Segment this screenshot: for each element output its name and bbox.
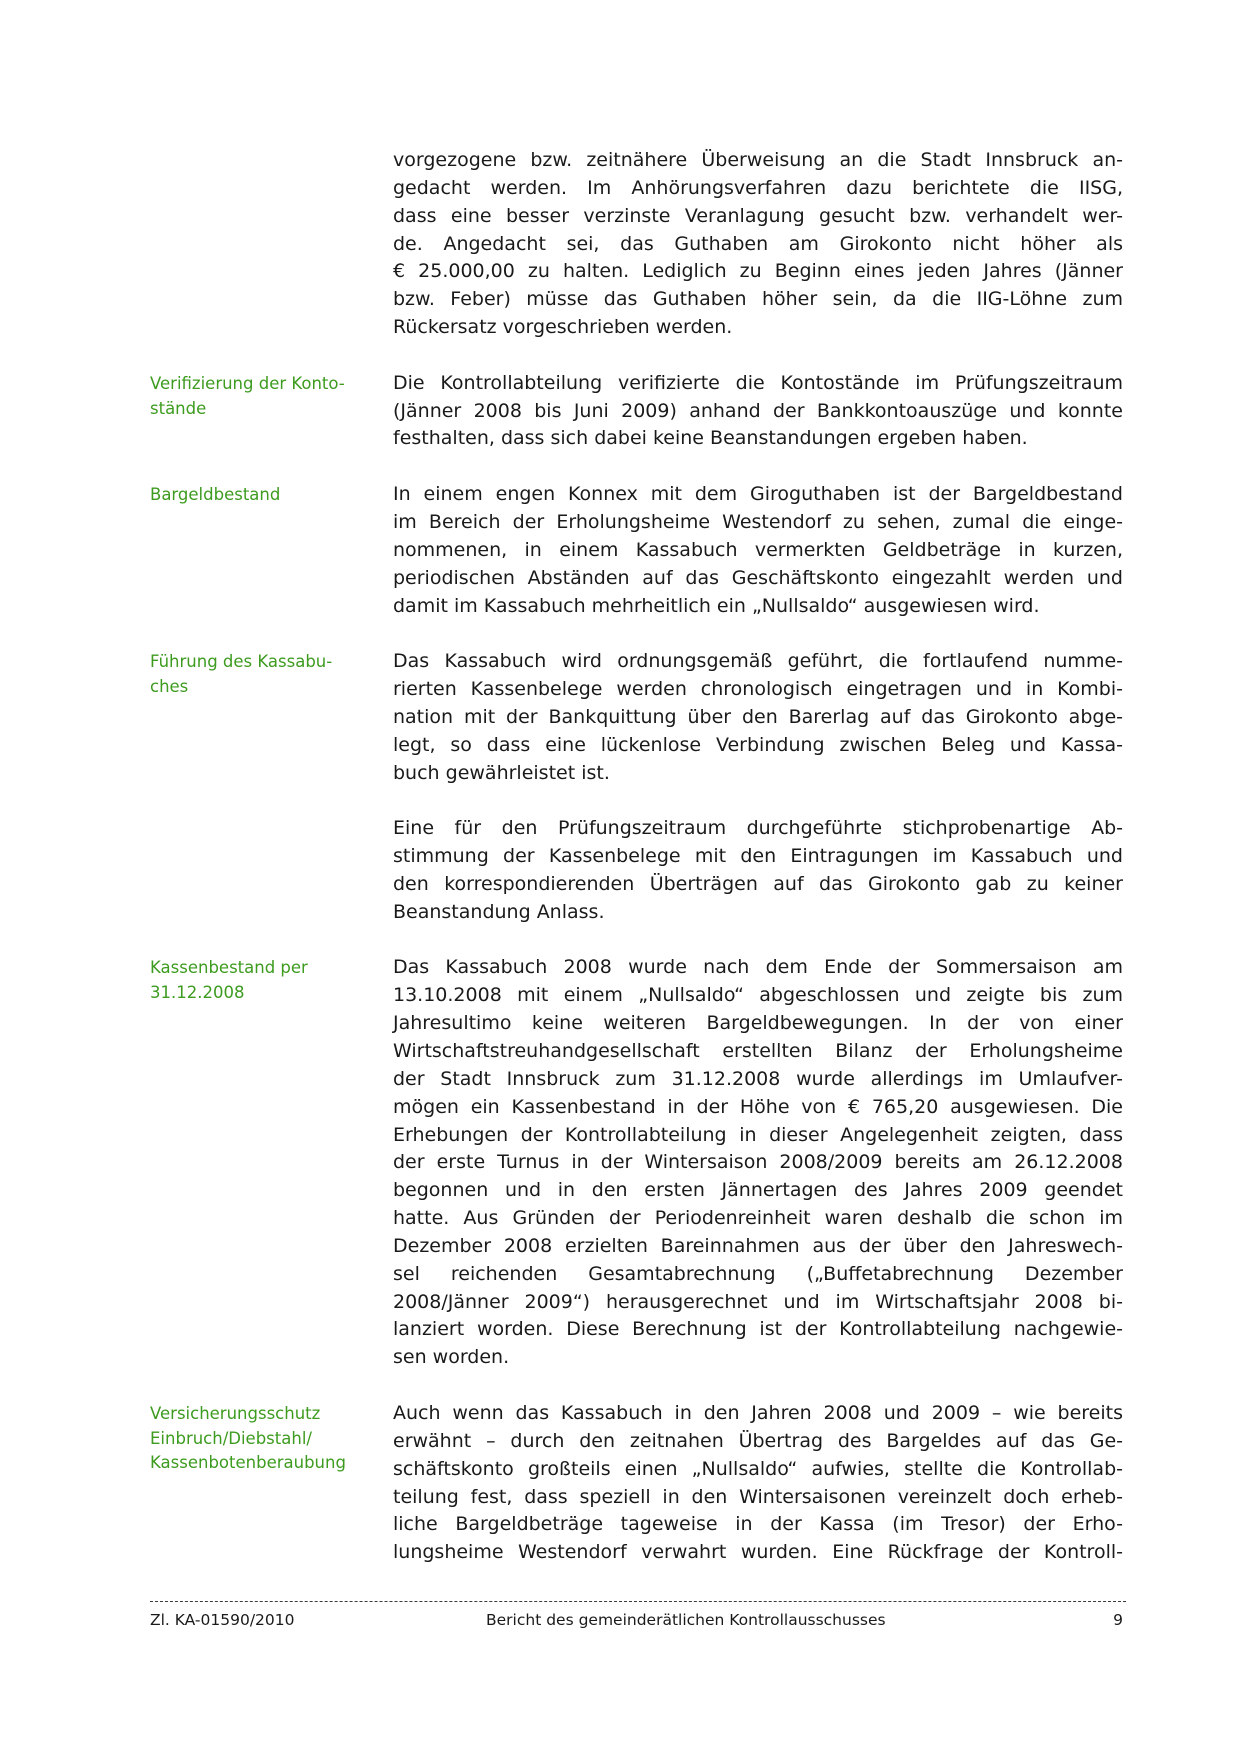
document-body xyxy=(150,147,1123,1595)
text-line: liche Bargeldbeträge tageweise in der Kassa (im Tresor) der Erho- xyxy=(393,1513,1123,1536)
text-line: nommenen, in einem Kassabuch vermerkten Geldbeträge in kurzen, xyxy=(393,538,1123,561)
text-line: schäftskonto großteils einen „Nullsaldo“ aufwies, stellte die Kontrollab- xyxy=(393,1457,1123,1480)
text-line: Das Kassabuch 2008 wurde nach dem Ende der Sommersaison am xyxy=(393,956,1123,979)
text-line: Rückersatz vorgeschrieben werden. xyxy=(393,316,733,339)
section xyxy=(150,147,1123,342)
section xyxy=(150,370,1123,454)
text-line: sel reichenden Gesamtabrechnung („Buffetabrechnung Dezember xyxy=(393,1262,1123,1285)
text-line: hatte. Aus Gründen der Periodenreinheit waren deshalb die schon im xyxy=(393,1207,1123,1230)
text-line: teilung fest, dass speziell in den Wintersaisonen vereinzelt doch erheb- xyxy=(393,1485,1123,1508)
text-line: damit im Kassabuch mehrheitlich ein „Nullsaldo“ ausgewiesen wird. xyxy=(393,594,1040,617)
text-line: Die Kontrollabteilung verifizierte die Kontostände im Prüfungszeitraum xyxy=(393,371,1123,394)
margin-label-line: Führung des Kassabu- xyxy=(150,652,333,672)
text-line: stimmung der Kassenbelege mit den Eintragungen im Kassabuch und xyxy=(393,845,1123,868)
text-line: lungsheime Westendorf verwahrt wurden. Eine Rückfrage der Kontroll- xyxy=(393,1541,1123,1564)
margin-label-line: Einbruch/Diebstahl/ xyxy=(150,1428,312,1448)
paragraph xyxy=(393,481,1123,620)
text-line: dass eine besser verzinste Veranlagung gesucht bzw. verhandelt wer- xyxy=(393,204,1123,227)
text-line: Beanstandung Anlass. xyxy=(393,900,605,923)
margin-label-line: ches xyxy=(150,676,189,696)
margin-label xyxy=(150,648,393,700)
margin-label-line: stände xyxy=(150,398,207,418)
margin-label-line: Bargeldbestand xyxy=(150,485,281,505)
paragraph xyxy=(393,954,1123,1372)
section xyxy=(150,815,1123,926)
margin-label xyxy=(150,370,393,422)
text-line: Erhebungen der Kontrollabteilung in dieser Angelegenheit zeigten, dass xyxy=(393,1123,1123,1146)
paragraph xyxy=(393,1400,1123,1567)
text-line: im Bereich der Erholungsheime Westendorf zu sehen, zumal die einge- xyxy=(393,510,1123,533)
text-line: nation mit der Bankquittung über den Barerlag auf das Girokonto abge- xyxy=(393,705,1123,728)
margin-label xyxy=(150,481,393,508)
margin-label xyxy=(150,1400,393,1476)
text-line: (Jänner 2008 bis Juni 2009) anhand der Bankkontoauszüge und konnte xyxy=(393,399,1123,422)
footer-title: Bericht des gemeinderätlichen Kontrollausschusses xyxy=(486,1611,886,1629)
paragraph xyxy=(393,370,1123,454)
text-line: lanziert worden. Diese Berechnung ist der Kontrollabteilung nachgewie- xyxy=(393,1318,1123,1341)
text-line: 13.10.2008 mit einem „Nullsaldo“ abgeschlossen und zeigte bis zum xyxy=(393,984,1123,1007)
margin-label-line: Versicherungsschutz xyxy=(150,1403,321,1423)
text-line: begonnen und in den ersten Jännertagen des Jahres 2009 geendet xyxy=(393,1179,1123,1202)
page-number: 9 xyxy=(1113,1611,1123,1629)
text-line: gedacht werden. Im Anhörungsverfahren dazu berichtete die IISG, xyxy=(393,176,1123,199)
text-line: der Stadt Innsbruck zum 31.12.2008 wurde allerdings im Umlaufver- xyxy=(393,1067,1123,1090)
margin-label-line: Kassenbestand per xyxy=(150,958,308,978)
text-line: rierten Kassenbelege werden chronologisch eingetragen und in Kombi- xyxy=(393,678,1123,701)
text-line: legt, so dass eine lückenlose Verbindung zwischen Beleg und Kassa- xyxy=(393,733,1123,756)
section xyxy=(150,1400,1123,1567)
text-line: Auch wenn das Kassabuch in den Jahren 2008 und 2009 – wie bereits xyxy=(393,1401,1123,1424)
paragraph xyxy=(393,648,1123,787)
section xyxy=(150,481,1123,620)
margin-label xyxy=(150,954,393,1006)
text-line: In einem engen Konnex mit dem Giroguthaben ist der Bargeldbestand xyxy=(393,483,1123,506)
paragraph xyxy=(393,815,1123,926)
paragraph xyxy=(393,147,1123,342)
text-line: mögen ein Kassenbestand in der Höhe von € 765,20 ausgewiesen. Die xyxy=(393,1095,1123,1118)
text-line: den korrespondierenden Überträgen auf das Girokonto gab zu keiner xyxy=(393,872,1123,895)
text-line: 2008/Jänner 2009“) herausgerechnet und im Wirtschaftsjahr 2008 bi- xyxy=(393,1290,1123,1313)
text-line: Dezember 2008 erzielten Bareinnahmen aus der über den Jahreswech- xyxy=(393,1234,1123,1257)
text-line: sen worden. xyxy=(393,1346,510,1369)
text-line: periodischen Abständen auf das Geschäftskonto eingezahlt werden und xyxy=(393,566,1123,589)
text-line: Jahresultimo keine weiteren Bargeldbewegungen. In der von einer xyxy=(393,1012,1123,1035)
text-line: de. Angedacht sei, das Guthaben am Girokonto nicht höher als xyxy=(393,232,1123,255)
text-line: € 25.000,00 zu halten. Lediglich zu Beginn eines jeden Jahres (Jänner xyxy=(393,260,1123,283)
footer-divider xyxy=(150,1601,1126,1602)
margin-label-line: Kassenbotenberaubung xyxy=(150,1453,346,1473)
text-line: buch gewährleistet ist. xyxy=(393,761,610,784)
text-line: bzw. Feber) müsse das Guthaben höher sein, da die IIG-Löhne zum xyxy=(393,288,1123,311)
footer-reference: Zl. KA-01590/2010 xyxy=(150,1611,295,1629)
margin-label-line: 31.12.2008 xyxy=(150,983,245,1003)
text-line: Eine für den Prüfungszeitraum durchgeführte stichprobenartige Ab- xyxy=(393,817,1123,840)
text-line: vorgezogene bzw. zeitnähere Überweisung an die Stadt Innsbruck an- xyxy=(393,149,1123,171)
margin-label xyxy=(150,815,393,817)
margin-label-line: Verifizierung der Konto- xyxy=(150,373,345,393)
text-line: Wirtschaftstreuhandgesellschaft erstellten Bilanz der Erholungsheime xyxy=(393,1040,1123,1062)
text-line: festhalten, dass sich dabei keine Beanstandungen ergeben haben. xyxy=(393,427,1028,450)
text-line: der erste Turnus in der Wintersaison 2008/2009 bereits am 26.12.2008 xyxy=(393,1151,1123,1174)
text-line: Das Kassabuch wird ordnungsgemäß geführt, die fortlaufend numme- xyxy=(393,650,1123,673)
text-line: erwähnt – durch den zeitnahen Übertrag des Bargeldes auf das Ge- xyxy=(393,1429,1123,1452)
section xyxy=(150,954,1123,1372)
margin-label xyxy=(150,147,393,149)
section xyxy=(150,648,1123,787)
